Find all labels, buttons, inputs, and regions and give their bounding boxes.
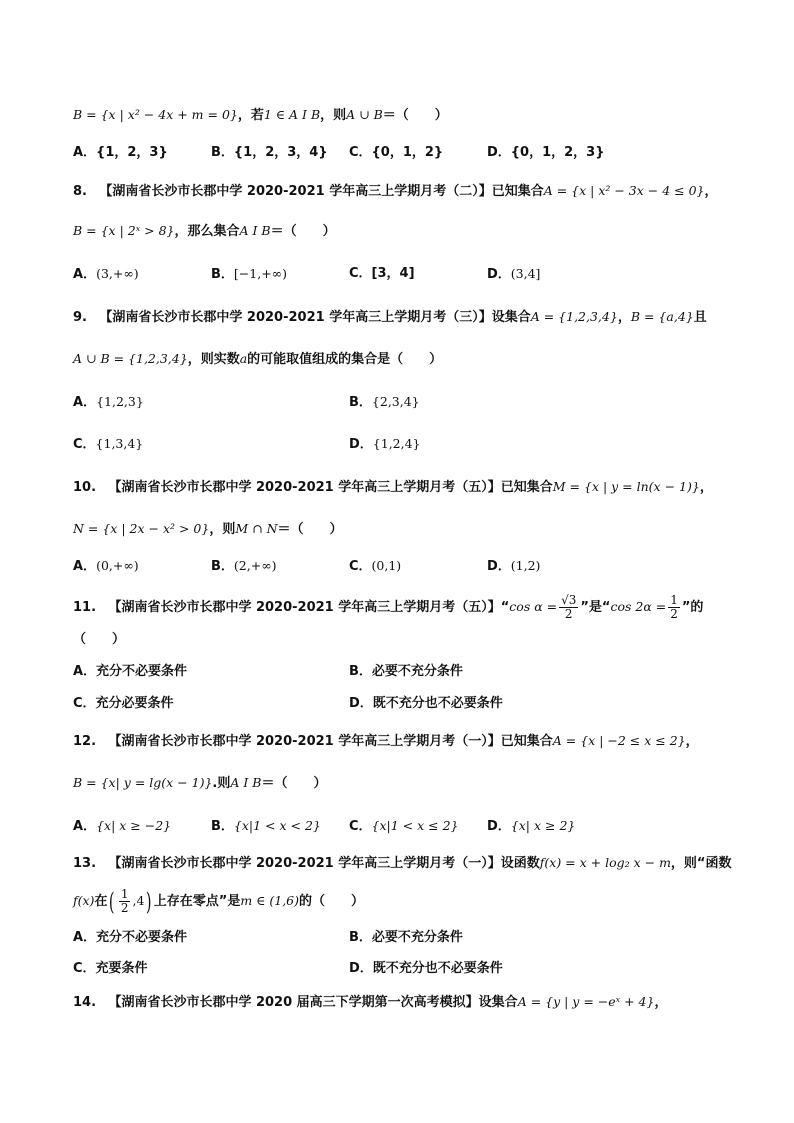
question-source: 【湖南省长沙市长郡中学 2020-2021 学年高三上学期月考（五）】 (108, 480, 501, 495)
question-source: 【湖南省长沙市长郡中学 2020-2021 学年高三上学期月考（五）】 (108, 600, 501, 615)
question-source: 【湖南省长沙市长郡中学 2020 届高三下学期第一次高考模拟】 (108, 995, 479, 1010)
q13-option-d: D．既不充分也不必要条件 (349, 961, 503, 976)
q8-option-b: B．[−1,+∞) (211, 266, 287, 282)
q9-option-c: C．{1,3,4} (73, 436, 144, 452)
math-expr: B = {x | x² − 4x + m = 0} (73, 107, 238, 122)
q11-option-d: D．既不充分也不必要条件 (349, 696, 503, 711)
question-10: 10. 【湖南省长沙市长郡中学 2020-2021 学年高三上学期月考（五）】已知集合M = {x | y = ln(x − 1)}， (73, 479, 713, 495)
q11-option-a: A．充分不必要条件 (73, 664, 188, 679)
q9-option-b: B．{2,3,4} (349, 394, 420, 410)
question-11: 11. 【湖南省长沙市长郡中学 2020-2021 学年高三上学期月考（五）】“cos α = $\frac{√3}{2}$ ”是“cos 2α = $\frac{1}{2}$ ”的 (73, 593, 704, 621)
q11-option-b: B．必要不充分条件 (349, 664, 463, 679)
q10-option-a: A．(0,+∞) (73, 558, 139, 574)
question-8: 8. 【湖南省长沙市长郡中学 2020-2021 学年高三上学期月考（二）】已知集合A = {x | x² − 3x − 4 ≤ 0}， (73, 183, 718, 199)
q12-option-b: B．{x|1 < x < 2} (211, 818, 321, 834)
q10-option-c: C．(0,1) (349, 558, 402, 574)
fraction-sqrt3-over-2: $\frac{√3}{2}$ (561, 593, 577, 621)
q7-option-b: B．{1，2，3，4} (211, 145, 328, 160)
question-source: 【湖南省长沙市长郡中学 2020-2021 学年高三上学期月考（一）】 (108, 734, 501, 749)
question-source: 【湖南省长沙市长郡中学 2020-2021 学年高三上学期月考（二）】 (99, 184, 492, 199)
right-paren: ) (146, 887, 152, 916)
question-8-line2: B = {x | 2ˣ > 8}，那么集合A I B＝（ ） (73, 223, 336, 239)
q8-option-a: A．(3,+∞) (73, 266, 139, 282)
q12-option-a: A．{x| x ≥ −2} (73, 818, 172, 834)
q7-option-a: A．{1，2，3} (73, 145, 168, 160)
question-12: 12. 【湖南省长沙市长郡中学 2020-2021 学年高三上学期月考（一）】已知集合A = {x | −2 ≤ x ≤ 2}， (73, 733, 699, 749)
question-9: 9. 【湖南省长沙市长郡中学 2020-2021 学年高三上学期月考（三）】设集合A = {1,2,3,4}，B = {a,4}且 (73, 309, 707, 325)
fraction-one-half: $\frac{1}{2}$ (670, 593, 678, 621)
q7-option-c: C．{0，1，2} (349, 145, 444, 160)
q7-continuation: B = {x | x² − 4x + m = 0}，若1 ∈ A I B，则A ∪ B＝（ ） (73, 107, 448, 123)
q12-option-c: C．{x|1 < x ≤ 2} (349, 818, 459, 834)
question-13-line2: f(x)在( $\frac{1}{2}$ ,4) 上存在零点”是m ∈ (1,6)的（ ） (73, 887, 365, 916)
question-source: 【湖南省长沙市长郡中学 2020-2021 学年高三上学期月考（一）】 (108, 856, 501, 871)
q11-option-c: C．充分必要条件 (73, 696, 174, 711)
q13-option-a: A．充分不必要条件 (73, 930, 188, 945)
q10-option-b: B．(2,+∞) (211, 558, 277, 574)
question-10-line2: N = {x | 2x − x² > 0}，则M ∩ N＝（ ） (73, 521, 343, 537)
q9-option-d: D．{1,2,4} (349, 436, 421, 452)
question-13: 13. 【湖南省长沙市长郡中学 2020-2021 学年高三上学期月考（一）】设函数f(x) = x + log₂ x − m，则“函数 (73, 855, 732, 871)
question-9-line2: A ∪ B = {1,2,3,4}，则实数a的可能取值组成的集合是（ ） (73, 351, 443, 367)
q7-option-d: D．{0，1，2，3} (487, 145, 605, 160)
q12-option-d: D．{x| x ≥ 2} (487, 818, 576, 834)
question-14: 14. 【湖南省长沙市长郡中学 2020 届高三下学期第一次高考模拟】设集合A = {y | y = −eˣ + 4}， (73, 994, 668, 1010)
q8-option-c: C．[3，4] (349, 266, 415, 281)
left-paren: ( (109, 887, 115, 916)
question-source: 【湖南省长沙市长郡中学 2020-2021 学年高三上学期月考（三）】 (99, 310, 492, 325)
question-12-line2: B = {x| y = lg(x − 1)}.则A I B＝（ ） (73, 775, 327, 791)
q13-option-c: C．充要条件 (73, 961, 148, 976)
question-11-answer-bracket: （ ） (73, 632, 126, 647)
q8-option-d: D．(3,4] (487, 266, 541, 282)
q13-option-b: B．必要不充分条件 (349, 930, 463, 945)
fraction-one-half: $\frac{1}{2}$ (120, 887, 129, 915)
q10-option-d: D．(1,2) (487, 558, 541, 574)
q9-option-a: A．{1,2,3} (73, 394, 144, 410)
